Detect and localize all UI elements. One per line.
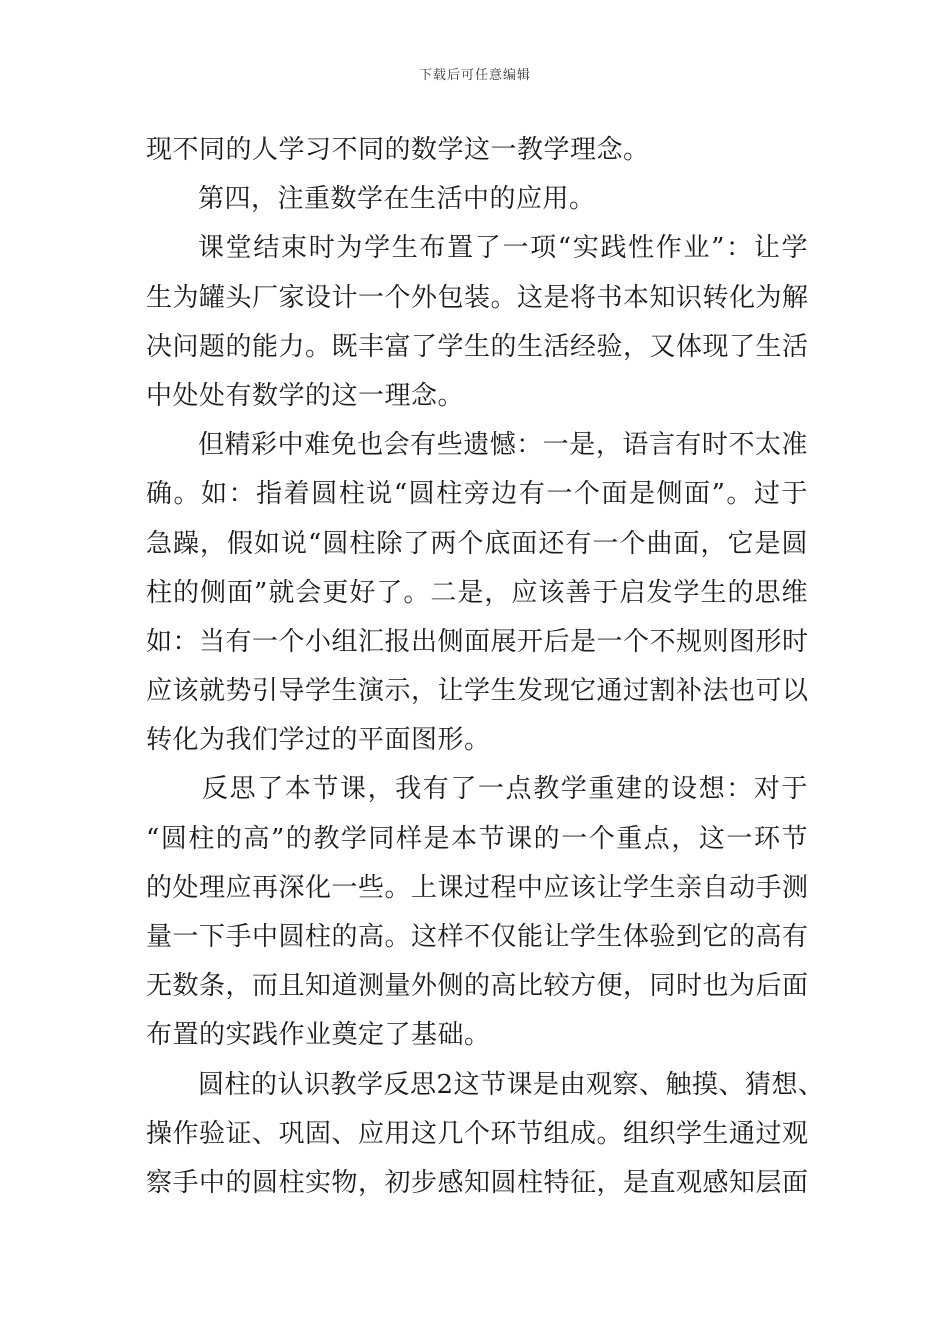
text-line: 转化为我们学过的平面图形。 [146,725,491,756]
document-body [146,126,825,1208]
text-line: 布置的实践作业奠定了基础。 [146,1020,491,1051]
text-line: 现不同的人学习不同的数学这一教学理念。 [146,135,650,165]
text-line: 量一下手中圆柱的高。这样不仅能让学生体验到它的高有 [146,922,809,952]
text-line: “圆柱的高”的教学同样是本节课的一个重点，这一环节 [146,823,808,854]
text-line: 但精彩中难免也会有些遗憾：一是，语言有时不太准 [198,430,808,461]
text-line: 决问题的能力。既丰富了学生的生活经验，又体现了生活 [146,331,809,362]
text-line: 确。如：指着圆柱说“圆柱旁边有一个面是侧面”。过于 [146,479,808,510]
text-line: 生为罐头厂家设计一个外包装。这是将书本知识转化为解 [146,282,809,313]
text-line: 的处理应再深化一些。上课过程中应该让学生亲自动手测 [146,872,809,903]
text-line: 圆柱的认识教学反思2这节课是由观察、触摸、猜想、 [198,1069,825,1100]
text-line: 柱的侧面”就会更好了。二是，应该善于启发学生的思维 [146,577,808,608]
text-line: 反思了本节课，我有了一点教学重建的设想：对于 [202,774,808,805]
text-line: 中处处有数学的这一理念。 [146,380,465,411]
text-line: 应该就势引导学生演示，让学生发现它通过割补法也可以 [146,676,809,707]
text-line: 第四，注重数学在生活中的应用。 [198,184,596,215]
text-line: 急躁，假如说“圆柱除了两个底面还有一个曲面，它是圆 [146,528,808,559]
text-line: 操作验证、巩固、应用这几个环节组成。组织学生通过观 [146,1118,809,1149]
text-line: 如：当有一个小组汇报出侧面展开后是一个不规则图形时 [146,626,809,657]
text-line: 察手中的圆柱实物，初步感知圆柱特征，是直观感知层面 [146,1167,809,1198]
text-line: 无数条，而且知道测量外侧的高比较方便，同时也为后面 [146,971,809,1002]
text-line: 课堂结束时为学生布置了一项“实践性作业”：让学 [198,233,808,264]
page-header: 下载后可任意编辑 [418,68,531,83]
